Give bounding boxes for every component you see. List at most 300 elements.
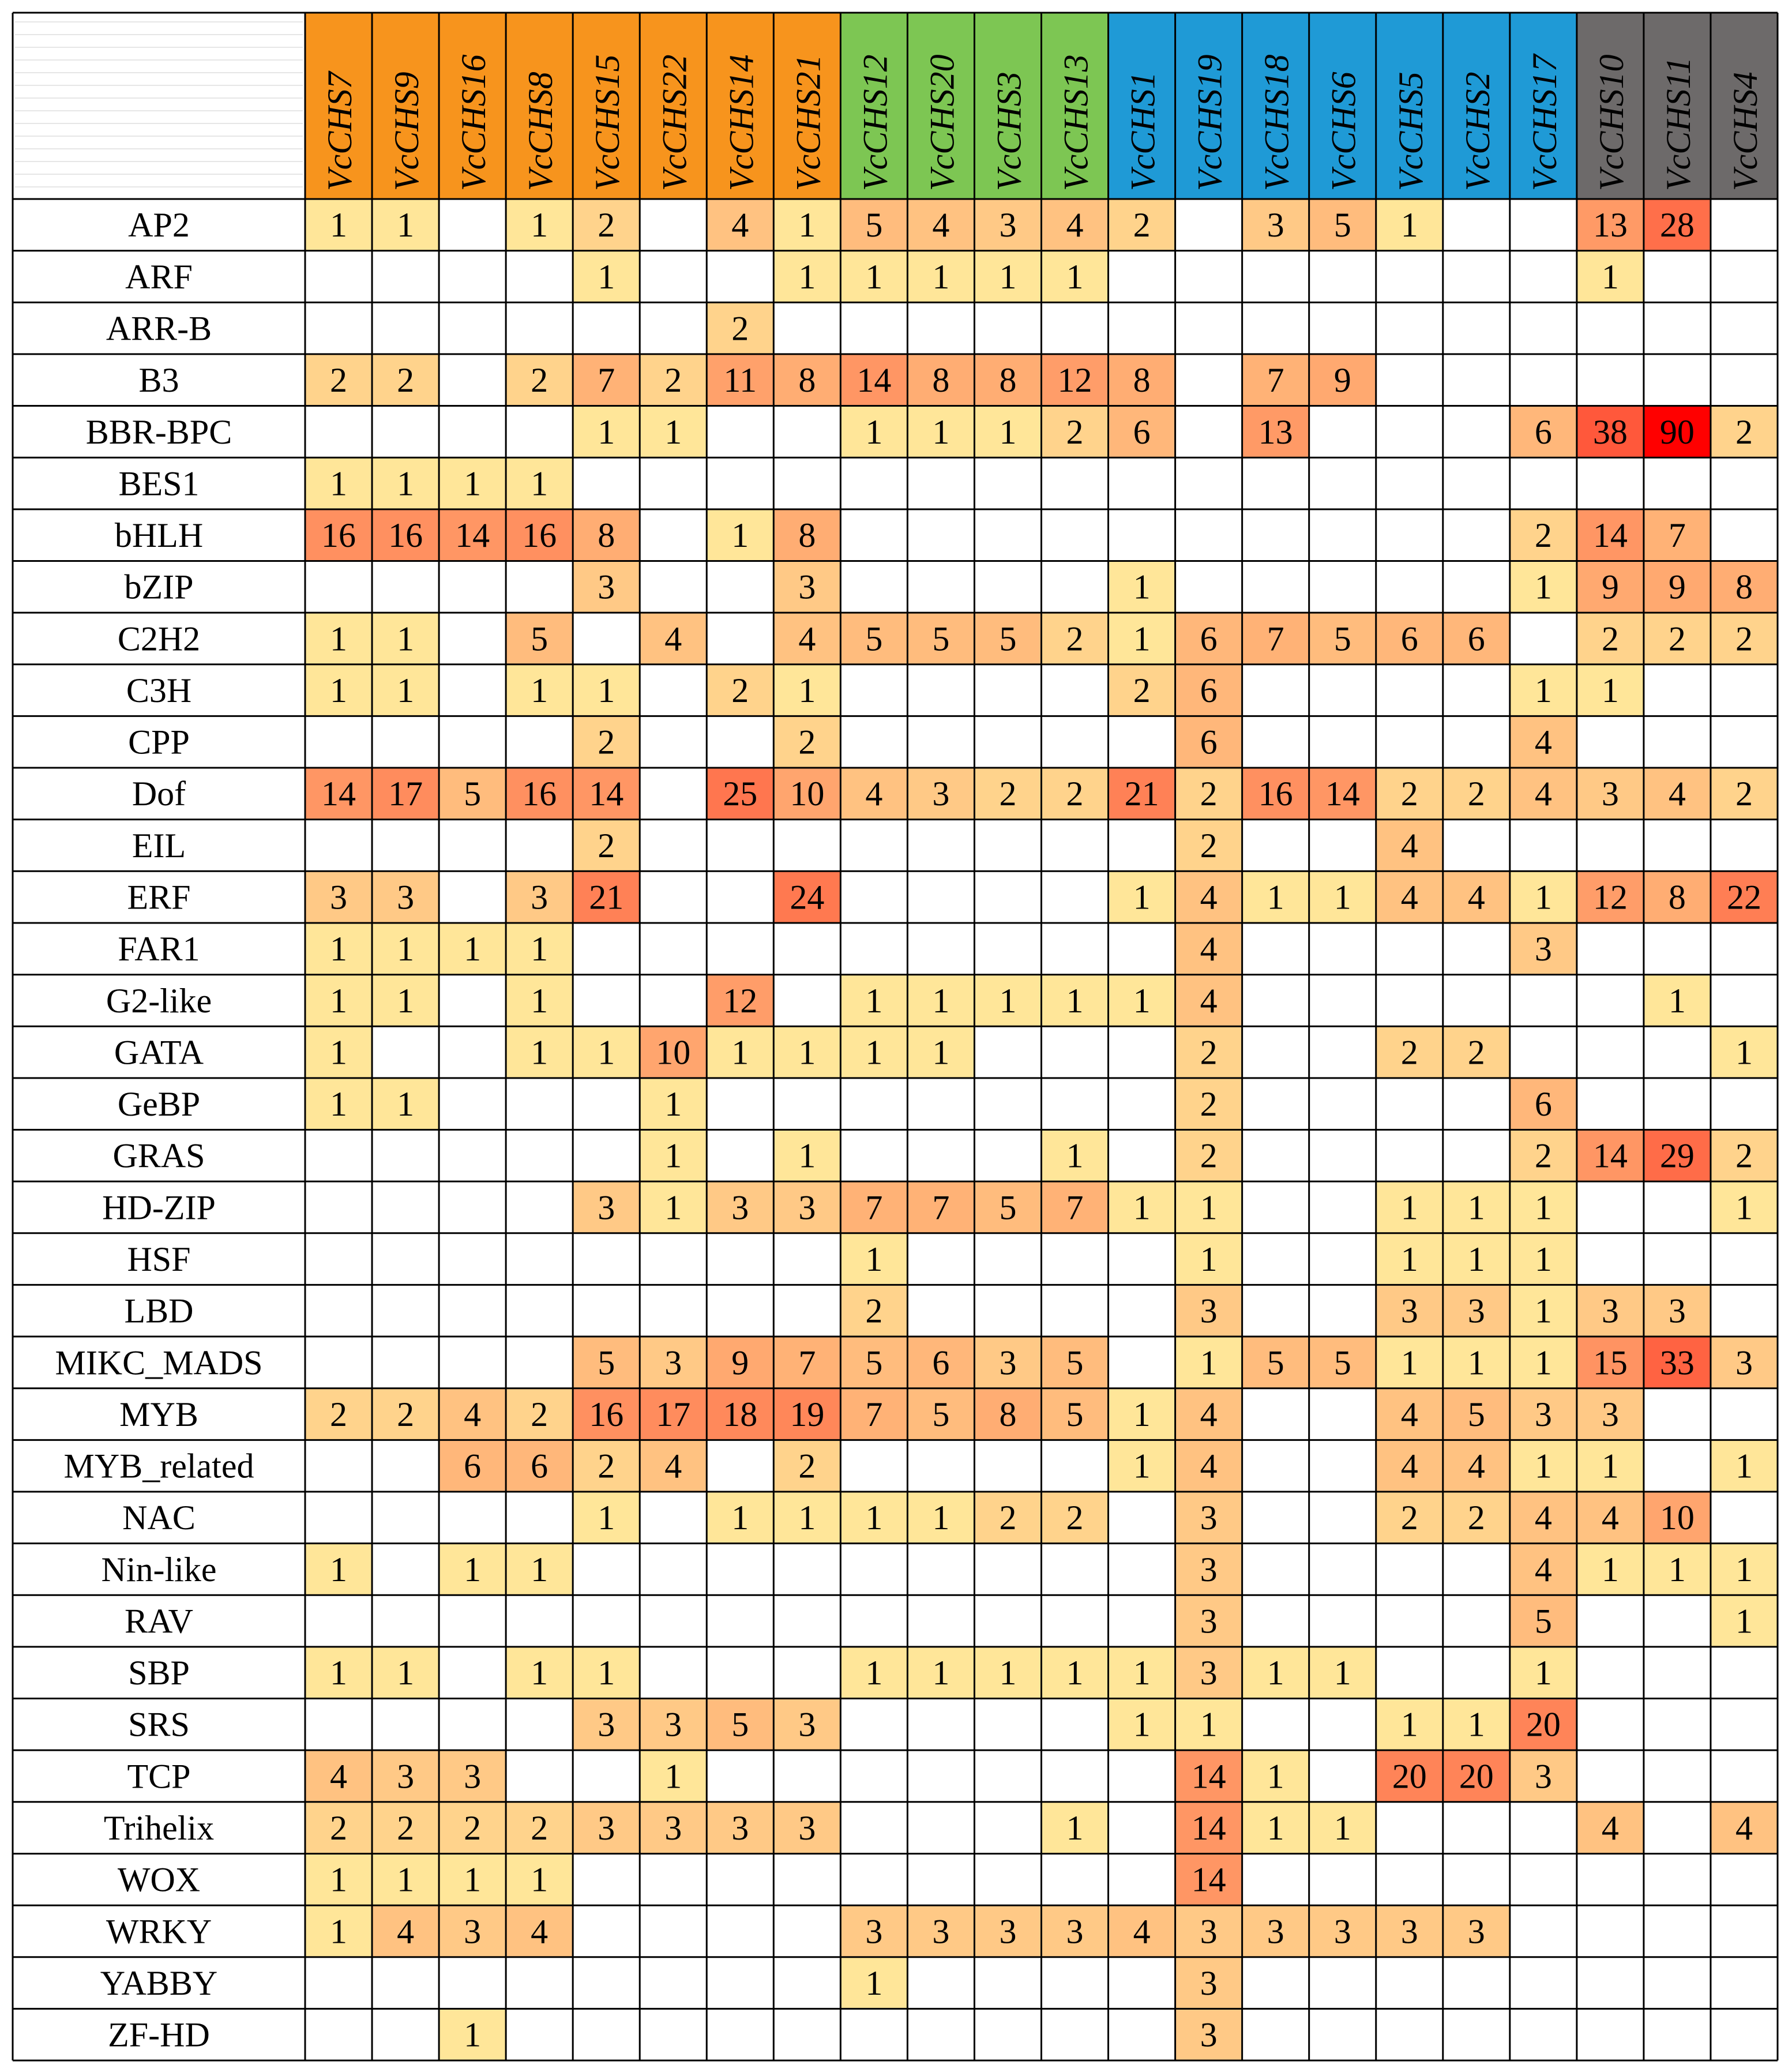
column-label-vcchs17: VcCHS17 xyxy=(1525,54,1564,191)
cell-trihelix-vcchs4-value: 4 xyxy=(1735,1809,1753,1848)
cell-gebp-vcchs20 xyxy=(907,1078,974,1130)
header-label-cell xyxy=(13,13,305,199)
cell-bbr-bpc-vcchs6 xyxy=(1309,406,1376,458)
cell-bhlh-vcchs4 xyxy=(1711,509,1778,561)
cell-far1-vcchs1 xyxy=(1109,923,1175,975)
cell-nin-like-vcchs5 xyxy=(1376,1544,1443,1596)
cell-srs-vcchs13 xyxy=(1042,1699,1109,1751)
cell-rav-vcchs2 xyxy=(1443,1595,1510,1647)
cell-bhlh-vcchs10-value: 14 xyxy=(1592,516,1628,555)
cell-yabby-vcchs10 xyxy=(1577,1957,1644,2009)
cell-far1-vcchs16-value: 1 xyxy=(464,930,482,969)
cell-cpp-vcchs22 xyxy=(640,716,707,768)
cell-hsf-vcchs16 xyxy=(439,1233,506,1285)
cell-cpp-vcchs8 xyxy=(506,716,573,768)
row-label-erf: ERF xyxy=(127,878,191,917)
cell-g2-like-vcchs1-value: 1 xyxy=(1133,981,1151,1020)
cell-bbr-bpc-vcchs20-value: 1 xyxy=(932,412,950,451)
cell-yabby-vcchs14 xyxy=(707,1957,773,2009)
cell-mikc-mads-vcchs10-value: 15 xyxy=(1592,1343,1628,1382)
cell-arf-vcchs22 xyxy=(640,251,707,303)
cell-mikc-mads-vcchs1 xyxy=(1109,1337,1175,1388)
cell-far1-vcchs22 xyxy=(640,923,707,975)
cell-ap2-vcchs19 xyxy=(1175,199,1242,251)
cell-hsf-vcchs13 xyxy=(1042,1233,1109,1285)
cell-b3-vcchs19 xyxy=(1175,354,1242,406)
cell-wrky-vcchs8-value: 4 xyxy=(531,1912,549,1951)
column-label-vcchs20: VcCHS20 xyxy=(923,54,961,191)
cell-cpp-vcchs10 xyxy=(1577,716,1644,768)
cell-gebp-vcchs16 xyxy=(439,1078,506,1130)
row-label-gras: GRAS xyxy=(112,1136,205,1175)
cell-bhlh-vcchs3 xyxy=(974,509,1041,561)
cell-wrky-vcchs18-value: 3 xyxy=(1267,1912,1284,1951)
cell-gata-vcchs4-value: 1 xyxy=(1735,1033,1753,1072)
cell-rav-vcchs6 xyxy=(1309,1595,1376,1647)
cell-bbr-bpc-vcchs19 xyxy=(1175,406,1242,458)
cell-srs-vcchs21-value: 3 xyxy=(798,1705,816,1744)
cell-erf-vcchs1-value: 1 xyxy=(1133,878,1151,917)
cell-myb-vcchs13-value: 5 xyxy=(1066,1395,1084,1433)
cell-arf-vcchs13-value: 1 xyxy=(1066,257,1084,296)
cell-yabby-vcchs6 xyxy=(1309,1957,1376,2009)
cell-gata-vcchs3 xyxy=(974,1026,1041,1078)
cell-nac-vcchs22 xyxy=(640,1492,707,1544)
cell-ap2-vcchs17 xyxy=(1510,199,1577,251)
cell-ap2-vcchs2 xyxy=(1443,199,1510,251)
cell-hsf-vcchs22 xyxy=(640,1233,707,1285)
cell-c2h2-vcchs17 xyxy=(1510,613,1577,665)
cell-cpp-vcchs7 xyxy=(305,716,372,768)
cell-srs-vcchs12 xyxy=(840,1699,907,1751)
cell-srs-vcchs20 xyxy=(907,1699,974,1751)
cell-gras-vcchs18 xyxy=(1242,1130,1309,1182)
cell-gata-vcchs8-value: 1 xyxy=(531,1033,549,1072)
cell-hsf-vcchs11 xyxy=(1644,1233,1711,1285)
cell-mikc-mads-vcchs19-value: 1 xyxy=(1200,1343,1218,1382)
cell-nac-vcchs2-value: 2 xyxy=(1467,1499,1485,1537)
cell-bes1-vcchs12 xyxy=(840,457,907,509)
cell-myb-vcchs6 xyxy=(1309,1388,1376,1440)
cell-yabby-vcchs15 xyxy=(573,1957,640,2009)
cell-b3-vcchs2 xyxy=(1443,354,1510,406)
cell-sbp-vcchs20-value: 1 xyxy=(932,1654,950,1692)
cell-trihelix-vcchs3 xyxy=(974,1802,1041,1854)
cell-lbd-vcchs18 xyxy=(1242,1285,1309,1337)
row-label-rav: RAV xyxy=(125,1602,193,1641)
row-label-arr-b: ARR-B xyxy=(106,309,212,348)
cell-hsf-vcchs10 xyxy=(1577,1233,1644,1285)
cell-nin-like-vcchs6 xyxy=(1309,1544,1376,1596)
cell-arf-vcchs2 xyxy=(1443,251,1510,303)
cell-trihelix-vcchs2 xyxy=(1443,1802,1510,1854)
cell-ap2-vcchs5-value: 1 xyxy=(1400,206,1418,245)
cell-gras-vcchs5 xyxy=(1376,1130,1443,1182)
cell-bzip-vcchs2 xyxy=(1443,561,1510,613)
cell-arr-b-vcchs3 xyxy=(974,302,1041,354)
cell-gras-vcchs1 xyxy=(1109,1130,1175,1182)
cell-hsf-vcchs9 xyxy=(372,1233,439,1285)
cell-wrky-vcchs12-value: 3 xyxy=(865,1912,883,1951)
cell-zf-hd-vcchs6 xyxy=(1309,2009,1376,2060)
cell-bes1-vcchs11 xyxy=(1644,457,1711,509)
cell-mikc-mads-vcchs15-value: 5 xyxy=(598,1343,615,1382)
cell-srs-vcchs9 xyxy=(372,1699,439,1751)
cell-myb-vcchs19-value: 4 xyxy=(1200,1395,1218,1433)
cell-bzip-vcchs15-value: 3 xyxy=(598,568,615,606)
cell-erf-vcchs7-value: 3 xyxy=(330,878,348,917)
cell-eil-vcchs7 xyxy=(305,820,372,872)
cell-dof-vcchs5-value: 2 xyxy=(1400,775,1418,813)
cell-ap2-vcchs16 xyxy=(439,199,506,251)
cell-bes1-vcchs13 xyxy=(1042,457,1109,509)
cell-c3h-vcchs19-value: 6 xyxy=(1200,671,1218,710)
cell-arf-vcchs10-value: 1 xyxy=(1601,257,1619,296)
cell-arf-vcchs6 xyxy=(1309,251,1376,303)
cell-c2h2-vcchs2-value: 6 xyxy=(1467,620,1485,658)
cell-b3-vcchs14-value: 11 xyxy=(723,361,757,400)
cell-wrky-vcchs11 xyxy=(1644,1905,1711,1957)
cell-hd-zip-vcchs1-value: 1 xyxy=(1133,1188,1151,1227)
cell-zf-hd-vcchs11 xyxy=(1644,2009,1711,2060)
cell-nin-like-vcchs14 xyxy=(707,1544,773,1596)
cell-cpp-vcchs21-value: 2 xyxy=(798,723,816,761)
cell-cpp-vcchs5 xyxy=(1376,716,1443,768)
cell-c2h2-vcchs5-value: 6 xyxy=(1400,620,1418,658)
cell-yabby-vcchs11 xyxy=(1644,1957,1711,2009)
cell-g2-like-vcchs5 xyxy=(1376,975,1443,1027)
cell-cpp-vcchs15-value: 2 xyxy=(598,723,615,761)
cell-bzip-vcchs22 xyxy=(640,561,707,613)
cell-bhlh-vcchs17-value: 2 xyxy=(1534,516,1552,555)
cell-nac-vcchs6 xyxy=(1309,1492,1376,1544)
cell-erf-vcchs19-value: 4 xyxy=(1200,878,1218,917)
cell-myb-vcchs20-value: 5 xyxy=(932,1395,950,1433)
cell-tcp-vcchs2-value: 20 xyxy=(1459,1757,1494,1796)
cell-nac-vcchs21-value: 1 xyxy=(798,1499,816,1537)
cell-far1-vcchs3 xyxy=(974,923,1041,975)
cell-mikc-mads-vcchs17-value: 1 xyxy=(1534,1343,1552,1382)
cell-tcp-vcchs15 xyxy=(573,1750,640,1802)
cell-wrky-vcchs21 xyxy=(773,1905,840,1957)
cell-wrky-vcchs7-value: 1 xyxy=(330,1912,348,1951)
cell-bzip-vcchs12 xyxy=(840,561,907,613)
cell-cpp-vcchs2 xyxy=(1443,716,1510,768)
cell-trihelix-vcchs20 xyxy=(907,1802,974,1854)
cell-arr-b-vcchs1 xyxy=(1109,302,1175,354)
cell-nac-vcchs15-value: 1 xyxy=(598,1499,615,1537)
row-label-bhlh: bHLH xyxy=(114,516,204,555)
cell-hd-zip-vcchs13-value: 7 xyxy=(1066,1188,1084,1227)
cell-gata-vcchs2-value: 2 xyxy=(1467,1033,1485,1072)
cell-gata-vcchs14-value: 1 xyxy=(731,1033,749,1072)
cell-dof-vcchs16-value: 5 xyxy=(464,775,482,813)
row-label-arf: ARF xyxy=(125,257,193,296)
cell-gebp-vcchs8 xyxy=(506,1078,573,1130)
cell-sbp-vcchs4 xyxy=(1711,1647,1778,1699)
cell-bes1-vcchs20 xyxy=(907,457,974,509)
cell-mikc-mads-vcchs9 xyxy=(372,1337,439,1388)
cell-zf-hd-vcchs16-value: 1 xyxy=(464,2015,482,2054)
column-label-vcchs8: VcCHS8 xyxy=(521,72,560,191)
cell-tcp-vcchs10 xyxy=(1577,1750,1644,1802)
row-label-bes1: BES1 xyxy=(118,464,200,503)
cell-tcp-vcchs20 xyxy=(907,1750,974,1802)
cell-wox-vcchs6 xyxy=(1309,1853,1376,1905)
cell-rav-vcchs10 xyxy=(1577,1595,1644,1647)
cell-tcp-vcchs9-value: 3 xyxy=(397,1757,415,1796)
cell-srs-vcchs18 xyxy=(1242,1699,1309,1751)
cell-c2h2-vcchs3-value: 5 xyxy=(999,620,1017,658)
cell-yabby-vcchs1 xyxy=(1109,1957,1175,2009)
cell-arr-b-vcchs20 xyxy=(907,302,974,354)
cell-srs-vcchs6 xyxy=(1309,1699,1376,1751)
cell-rav-vcchs22 xyxy=(640,1595,707,1647)
cell-bhlh-vcchs1 xyxy=(1109,509,1175,561)
cell-c2h2-vcchs22-value: 4 xyxy=(664,620,682,658)
cell-gras-vcchs3 xyxy=(974,1130,1041,1182)
cell-c3h-vcchs14-value: 2 xyxy=(731,671,749,710)
cell-gras-vcchs19-value: 2 xyxy=(1200,1136,1218,1175)
cell-gebp-vcchs11 xyxy=(1644,1078,1711,1130)
cell-dof-vcchs12-value: 4 xyxy=(865,775,883,813)
cell-bes1-vcchs17 xyxy=(1510,457,1577,509)
cell-gata-vcchs15-value: 1 xyxy=(598,1033,615,1072)
cell-hsf-vcchs19-value: 1 xyxy=(1200,1240,1218,1278)
cell-bbr-bpc-vcchs17-value: 6 xyxy=(1534,412,1552,451)
cell-mikc-mads-vcchs16 xyxy=(439,1337,506,1388)
cell-myb-vcchs2-value: 5 xyxy=(1467,1395,1485,1433)
cell-bhlh-vcchs7-value: 16 xyxy=(321,516,356,555)
cell-bes1-vcchs8-value: 1 xyxy=(531,464,549,503)
cell-c3h-vcchs11 xyxy=(1644,665,1711,716)
cell-trihelix-vcchs12 xyxy=(840,1802,907,1854)
cell-far1-vcchs13 xyxy=(1042,923,1109,975)
cell-zf-hd-vcchs7 xyxy=(305,2009,372,2060)
cell-c3h-vcchs21-value: 1 xyxy=(798,671,816,710)
cell-b3-vcchs4 xyxy=(1711,354,1778,406)
cell-eil-vcchs15-value: 2 xyxy=(598,826,615,865)
cell-ap2-vcchs11-value: 28 xyxy=(1659,206,1695,245)
column-label-vcchs3: VcCHS3 xyxy=(990,72,1028,191)
cell-sbp-vcchs6-value: 1 xyxy=(1333,1654,1351,1692)
cell-hd-zip-vcchs9 xyxy=(372,1181,439,1233)
cell-mikc-mads-vcchs8 xyxy=(506,1337,573,1388)
cell-b3-vcchs11 xyxy=(1644,354,1711,406)
cell-wox-vcchs9-value: 1 xyxy=(397,1860,415,1899)
cell-mikc-mads-vcchs4-value: 3 xyxy=(1735,1343,1753,1382)
cell-arr-b-vcchs21 xyxy=(773,302,840,354)
cell-srs-vcchs5-value: 1 xyxy=(1400,1705,1418,1744)
cell-lbd-vcchs17-value: 1 xyxy=(1534,1292,1552,1330)
cell-bzip-vcchs21-value: 3 xyxy=(798,568,816,606)
cell-zf-hd-vcchs22 xyxy=(640,2009,707,2060)
cell-gata-vcchs13 xyxy=(1042,1026,1109,1078)
cell-ap2-vcchs4 xyxy=(1711,199,1778,251)
cell-b3-vcchs10 xyxy=(1577,354,1644,406)
cell-eil-vcchs11 xyxy=(1644,820,1711,872)
cell-dof-vcchs9-value: 17 xyxy=(388,775,423,813)
row-label-c3h: C3H xyxy=(126,671,192,710)
cell-erf-vcchs11-value: 8 xyxy=(1668,878,1686,917)
cell-lbd-vcchs10-value: 3 xyxy=(1601,1292,1619,1330)
cell-gebp-vcchs10 xyxy=(1577,1078,1644,1130)
cell-myb-vcchs7-value: 2 xyxy=(330,1395,348,1433)
cell-hd-zip-vcchs18 xyxy=(1242,1181,1309,1233)
cell-c3h-vcchs22 xyxy=(640,665,707,716)
cell-far1-vcchs18 xyxy=(1242,923,1309,975)
cell-gras-vcchs15 xyxy=(573,1130,640,1182)
cell-myb-related-vcchs14 xyxy=(707,1440,773,1492)
cell-c3h-vcchs18 xyxy=(1242,665,1309,716)
cell-lbd-vcchs20 xyxy=(907,1285,974,1337)
cell-hsf-vcchs18 xyxy=(1242,1233,1309,1285)
column-label-vcchs1: VcCHS1 xyxy=(1124,72,1162,191)
row-label-hsf: HSF xyxy=(127,1240,191,1278)
cell-zf-hd-vcchs18 xyxy=(1242,2009,1309,2060)
cell-bbr-bpc-vcchs10-value: 38 xyxy=(1592,412,1628,451)
cell-b3-vcchs13-value: 12 xyxy=(1057,361,1092,400)
cell-arf-vcchs9 xyxy=(372,251,439,303)
cell-g2-like-vcchs16 xyxy=(439,975,506,1027)
cell-gebp-vcchs12 xyxy=(840,1078,907,1130)
cell-yabby-vcchs17 xyxy=(1510,1957,1577,2009)
cell-gras-vcchs17-value: 2 xyxy=(1534,1136,1552,1175)
cell-gata-vcchs16 xyxy=(439,1026,506,1078)
cell-wrky-vcchs13-value: 3 xyxy=(1066,1912,1084,1951)
cell-mikc-mads-vcchs7 xyxy=(305,1337,372,1388)
cell-nin-like-vcchs13 xyxy=(1042,1544,1109,1596)
cell-gebp-vcchs22-value: 1 xyxy=(664,1085,682,1124)
cell-wrky-vcchs10 xyxy=(1577,1905,1644,1957)
cell-eil-vcchs17 xyxy=(1510,820,1577,872)
cell-zf-hd-vcchs5 xyxy=(1376,2009,1443,2060)
cell-myb-related-vcchs21-value: 2 xyxy=(798,1447,816,1485)
cell-bbr-bpc-vcchs14 xyxy=(707,406,773,458)
cell-far1-vcchs11 xyxy=(1644,923,1711,975)
cell-nac-vcchs17-value: 4 xyxy=(1534,1499,1552,1537)
cell-gebp-vcchs15 xyxy=(573,1078,640,1130)
cell-gras-vcchs20 xyxy=(907,1130,974,1182)
cell-eil-vcchs22 xyxy=(640,820,707,872)
cell-hd-zip-vcchs2-value: 1 xyxy=(1467,1188,1485,1227)
cell-lbd-vcchs19-value: 3 xyxy=(1200,1292,1218,1330)
cell-far1-vcchs15 xyxy=(573,923,640,975)
cell-nin-like-vcchs10-value: 1 xyxy=(1601,1550,1619,1589)
cell-gata-vcchs6 xyxy=(1309,1026,1376,1078)
cell-eil-vcchs12 xyxy=(840,820,907,872)
cell-hsf-vcchs6 xyxy=(1309,1233,1376,1285)
cell-srs-vcchs1-value: 1 xyxy=(1133,1705,1151,1744)
cell-dof-vcchs15-value: 14 xyxy=(589,775,624,813)
cell-arf-vcchs7 xyxy=(305,251,372,303)
cell-lbd-vcchs4 xyxy=(1711,1285,1778,1337)
cell-g2-like-vcchs7-value: 1 xyxy=(330,981,348,1020)
cell-sbp-vcchs3-value: 1 xyxy=(999,1654,1017,1692)
column-label-vcchs12: VcCHS12 xyxy=(856,54,895,191)
cell-mikc-mads-vcchs12-value: 5 xyxy=(865,1343,883,1382)
cell-arr-b-vcchs4 xyxy=(1711,302,1778,354)
cell-myb-vcchs9-value: 2 xyxy=(397,1395,415,1433)
cell-cpp-vcchs6 xyxy=(1309,716,1376,768)
cell-lbd-vcchs15 xyxy=(573,1285,640,1337)
cell-eil-vcchs8 xyxy=(506,820,573,872)
cell-arf-vcchs8 xyxy=(506,251,573,303)
cell-eil-vcchs2 xyxy=(1443,820,1510,872)
cell-bzip-vcchs13 xyxy=(1042,561,1109,613)
cell-gebp-vcchs19-value: 2 xyxy=(1200,1085,1218,1124)
cell-mikc-mads-vcchs21-value: 7 xyxy=(798,1343,816,1382)
cell-gata-vcchs7-value: 1 xyxy=(330,1033,348,1072)
cell-myb-related-vcchs9 xyxy=(372,1440,439,1492)
cell-lbd-vcchs2-value: 3 xyxy=(1467,1292,1485,1330)
cell-erf-vcchs10-value: 12 xyxy=(1592,878,1628,917)
cell-arr-b-vcchs6 xyxy=(1309,302,1376,354)
cell-tcp-vcchs11 xyxy=(1644,1750,1711,1802)
cell-rav-vcchs14 xyxy=(707,1595,773,1647)
cell-arf-vcchs5 xyxy=(1376,251,1443,303)
cell-erf-vcchs3 xyxy=(974,871,1041,923)
cell-c2h2-vcchs15 xyxy=(573,613,640,665)
cell-rav-vcchs21 xyxy=(773,1595,840,1647)
cell-yabby-vcchs13 xyxy=(1042,1957,1109,2009)
cell-arr-b-vcchs10 xyxy=(1577,302,1644,354)
cell-yabby-vcchs18 xyxy=(1242,1957,1309,2009)
cell-hsf-vcchs17-value: 1 xyxy=(1534,1240,1552,1278)
cell-bhlh-vcchs13 xyxy=(1042,509,1109,561)
cell-bbr-bpc-vcchs5 xyxy=(1376,406,1443,458)
cell-bzip-vcchs10-value: 9 xyxy=(1601,568,1619,606)
row-label-bbr-bpc: BBR-BPC xyxy=(85,412,232,451)
cell-dof-vcchs21-value: 10 xyxy=(790,775,825,813)
cell-arr-b-vcchs17 xyxy=(1510,302,1577,354)
cell-wox-vcchs14 xyxy=(707,1853,773,1905)
cell-wrky-vcchs20-value: 3 xyxy=(932,1912,950,1951)
cell-lbd-vcchs5-value: 3 xyxy=(1400,1292,1418,1330)
cell-ap2-vcchs7-value: 1 xyxy=(330,206,348,245)
cell-yabby-vcchs9 xyxy=(372,1957,439,2009)
cell-bes1-vcchs22 xyxy=(640,457,707,509)
cell-dof-vcchs7-value: 14 xyxy=(321,775,356,813)
cell-bes1-vcchs10 xyxy=(1577,457,1644,509)
cell-yabby-vcchs8 xyxy=(506,1957,573,2009)
cell-far1-vcchs6 xyxy=(1309,923,1376,975)
cell-g2-like-vcchs12-value: 1 xyxy=(865,981,883,1020)
cell-dof-vcchs6-value: 14 xyxy=(1325,775,1360,813)
cell-myb-vcchs1-value: 1 xyxy=(1133,1395,1151,1433)
cell-bzip-vcchs7 xyxy=(305,561,372,613)
row-label-mikc-mads: MIKC_MADS xyxy=(55,1343,263,1382)
cell-sbp-vcchs1-value: 1 xyxy=(1133,1654,1151,1692)
cell-gras-vcchs10-value: 14 xyxy=(1592,1136,1628,1175)
cell-c2h2-vcchs14 xyxy=(707,613,773,665)
cell-gata-vcchs5-value: 2 xyxy=(1400,1033,1418,1072)
cell-yabby-vcchs19-value: 3 xyxy=(1200,1964,1218,2002)
cell-srs-vcchs16 xyxy=(439,1699,506,1751)
cell-myb-vcchs12-value: 7 xyxy=(865,1395,883,1433)
cell-zf-hd-vcchs3 xyxy=(974,2009,1041,2060)
cell-mikc-mads-vcchs5-value: 1 xyxy=(1400,1343,1418,1382)
cell-ap2-vcchs6-value: 5 xyxy=(1333,206,1351,245)
cell-sbp-vcchs11 xyxy=(1644,1647,1711,1699)
cell-erf-vcchs13 xyxy=(1042,871,1109,923)
cell-bzip-vcchs11-value: 9 xyxy=(1668,568,1686,606)
cell-hd-zip-vcchs17-value: 1 xyxy=(1534,1188,1552,1227)
cell-tcp-vcchs18-value: 1 xyxy=(1267,1757,1284,1796)
cell-dof-vcchs22 xyxy=(640,768,707,820)
cell-srs-vcchs19-value: 1 xyxy=(1200,1705,1218,1744)
cell-nin-like-vcchs7-value: 1 xyxy=(330,1550,348,1589)
